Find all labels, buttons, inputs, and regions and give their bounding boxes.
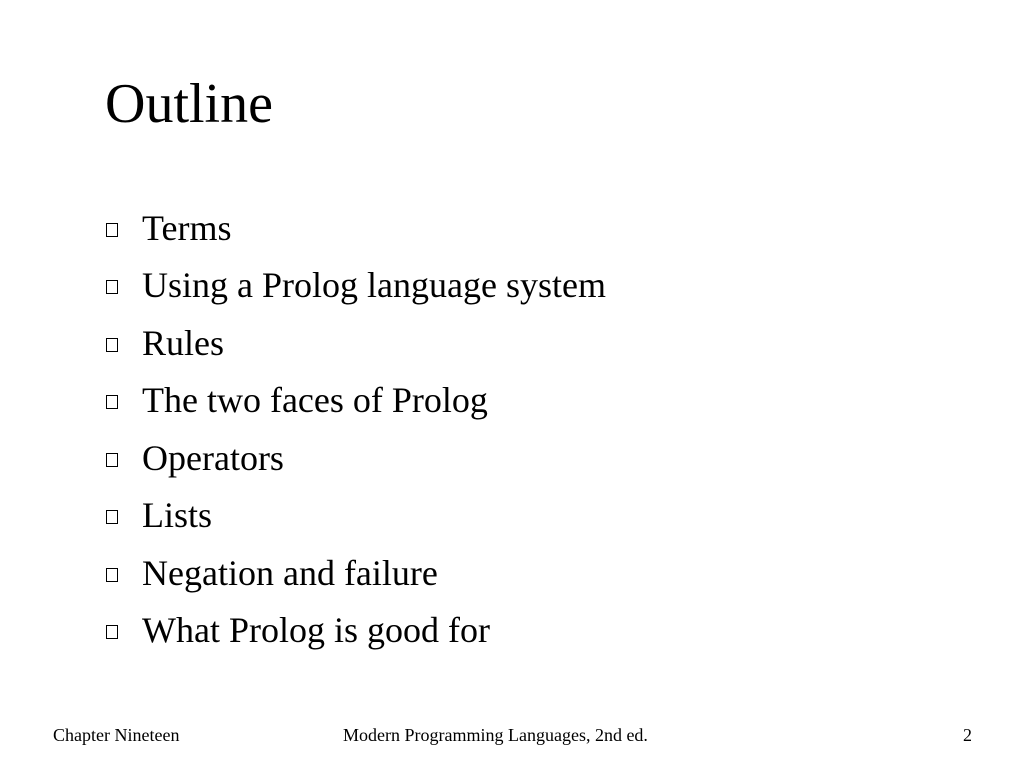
list-item [106,487,606,545]
list-item-text: Negation and failure [142,552,438,593]
footer-page-number: 2 [963,725,972,745]
outline-list [106,199,606,659]
list-item [106,544,606,602]
list-item [106,257,606,315]
list-item [106,429,606,487]
square-bullet-icon [106,510,118,524]
square-bullet-icon [106,453,118,467]
list-item-text: Rules [142,322,225,363]
list-item [106,602,606,660]
square-bullet-icon [106,625,118,639]
list-item-text: Operators [142,437,284,478]
footer-chapter: Chapter Nineteen [53,725,180,745]
list-item-text: What Prolog is good for [142,610,490,651]
square-bullet-icon [106,395,118,409]
list-item-text: Terms [142,207,232,248]
square-bullet-icon [106,338,118,352]
list-item [106,199,606,257]
list-item-text: Lists [142,495,213,536]
square-bullet-icon [106,280,118,294]
slide-title: Outline [105,73,273,135]
list-item [106,372,606,430]
square-bullet-icon [106,568,118,582]
list-item-text: Using a Prolog language system [142,265,606,306]
list-item [106,314,606,372]
list-item-text: The two faces of Prolog [142,380,488,421]
square-bullet-icon [106,223,118,237]
footer-book-title: Modern Programming Languages, 2nd ed. [343,725,648,745]
